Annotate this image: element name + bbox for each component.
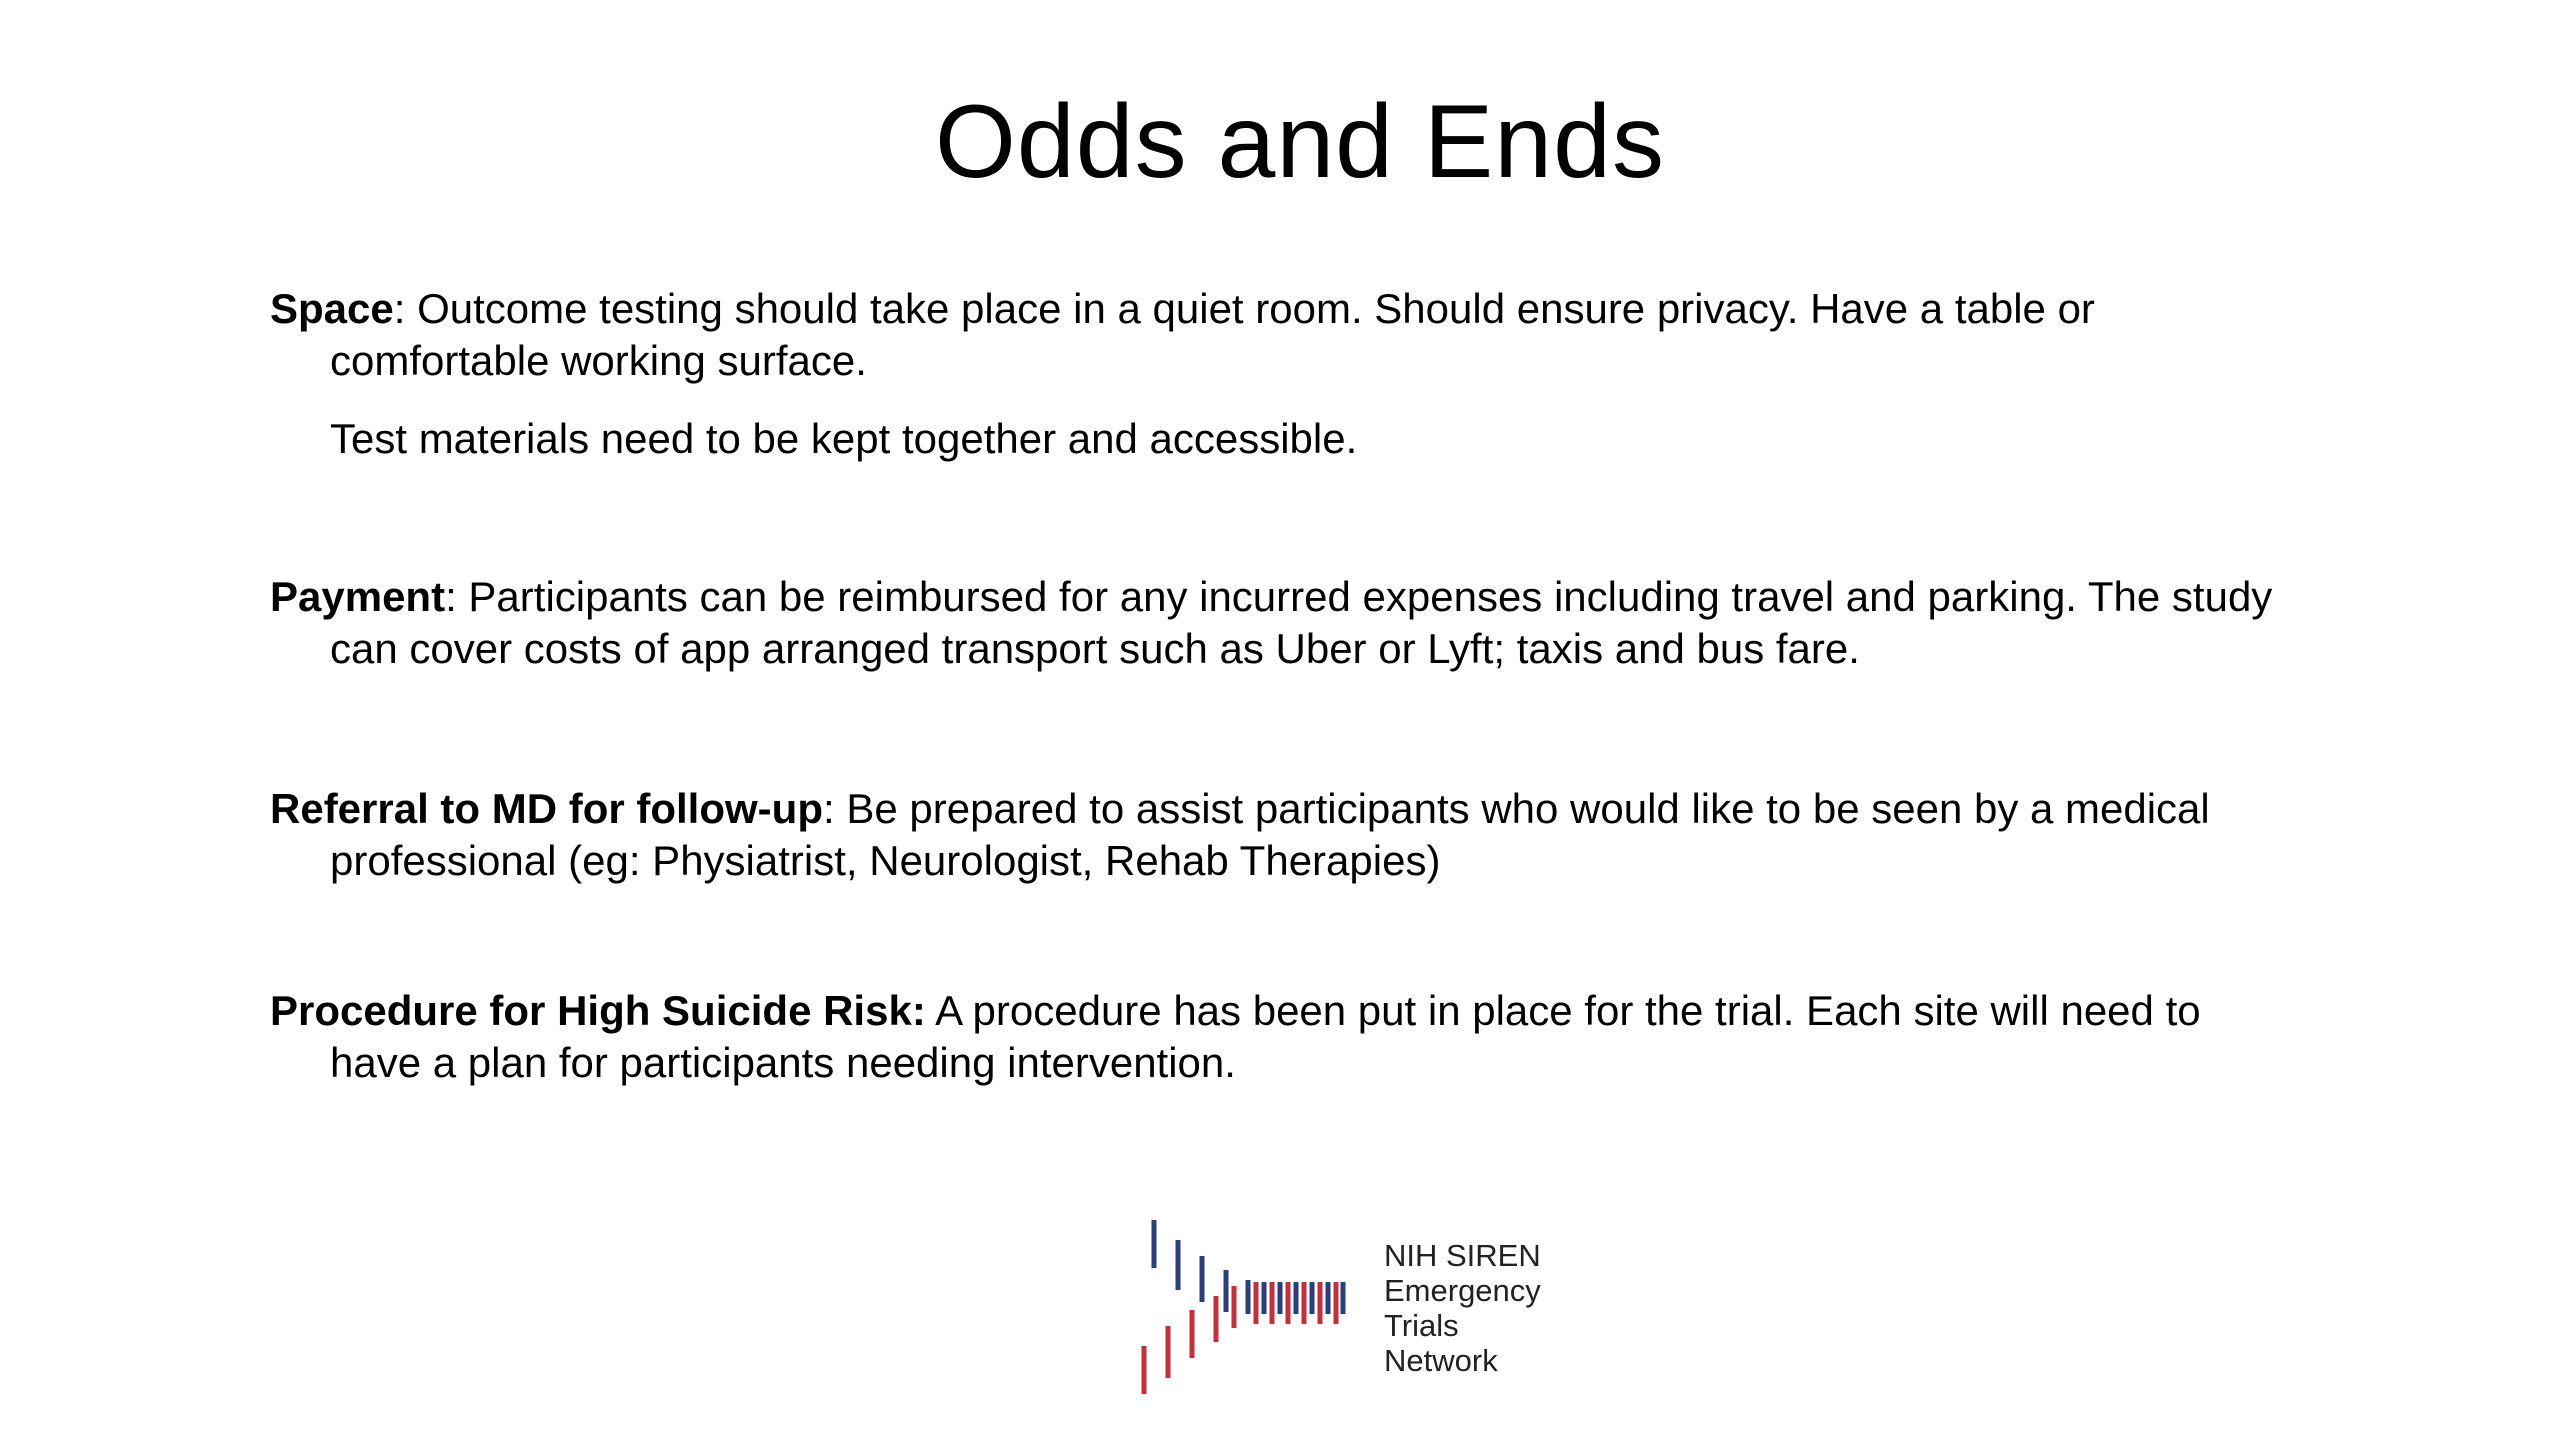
logo-line-1: NIH SIREN [1384,1238,1541,1273]
item-suicide-risk-label: Procedure for High Suicide Risk: [270,987,926,1034]
item-payment-text: : Participants can be reimbursed for any incurred expenses including travel and parking. The study can cover costs of app arranged transport such as Uber or Lyft; taxis and bus fare. [330,573,2273,672]
item-payment [270,571,2280,675]
slide-body [270,283,2280,1089]
item-space-text: : Outcome testing should take place in a quiet room. Should ensure privacy. Have a table or comfortable working surface. [330,285,2095,384]
item-suicide-risk-text: A procedure has been put in place for the trial. Each site will need to have a plan for participants needing intervention. [330,987,2201,1086]
slide-title: Odds and Ends [935,84,1665,200]
logo-line-4: Network [1384,1343,1498,1378]
siren-network-bars-icon [1136,1218,1376,1398]
item-referral-label: Referral to MD for follow-up [270,785,823,832]
logo-line-3: Trials [1384,1308,1459,1343]
siren-logo [1136,1218,1556,1398]
item-referral-text: : Be prepared to assist participants who would like to be seen by a medical professional (eg: Physiatrist, Neurologist, Rehab Therapies) [330,785,2210,884]
item-space-subtext: Test materials need to be kept together and accessible. [330,415,1358,462]
logo-text [1384,1238,1541,1378]
item-payment-label: Payment [270,573,446,620]
item-suicide-risk [270,985,2280,1089]
item-space-label: Space [270,285,394,332]
item-space [270,283,2280,387]
logo-line-2: Emergency [1384,1273,1541,1308]
item-referral [270,783,2280,887]
